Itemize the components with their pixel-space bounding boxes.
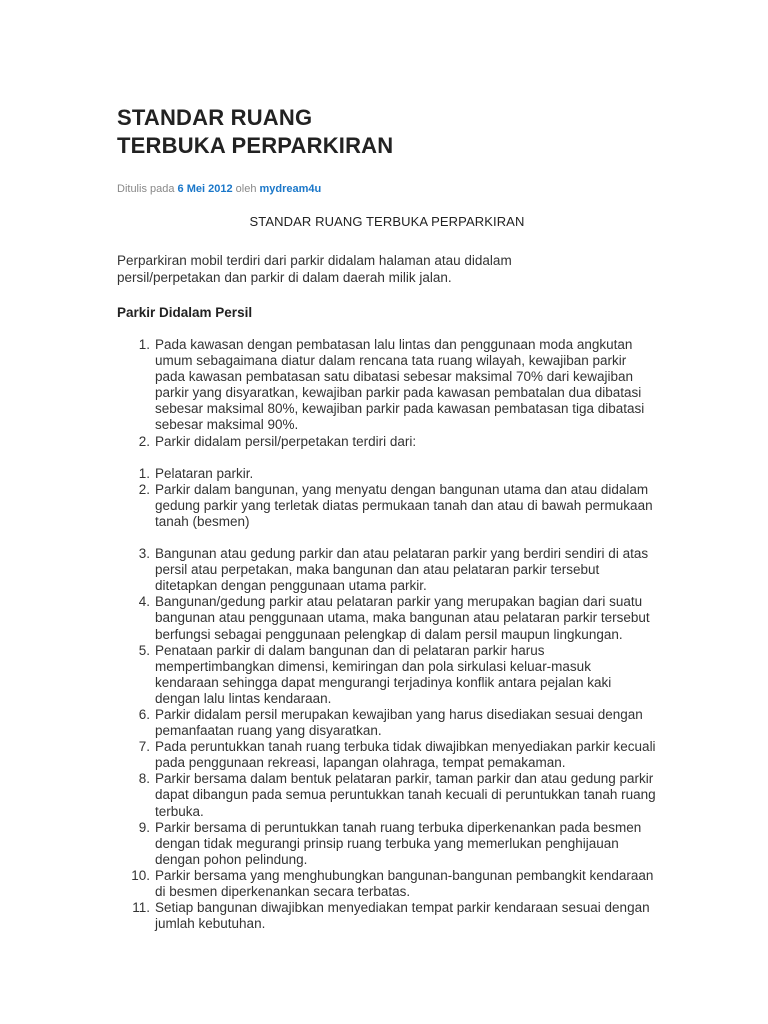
section-heading: Parkir Didalam Persil — [117, 305, 253, 320]
list-item — [117, 771, 657, 819]
list-item-number: 5. — [138, 642, 150, 658]
list-item — [117, 900, 657, 932]
numbered-list-2 — [117, 466, 657, 530]
list-item-number: 8. — [138, 771, 150, 787]
list-item — [117, 643, 657, 707]
list-item-number: 9. — [138, 819, 150, 835]
numbered-list-3 — [117, 546, 657, 932]
list-item-text: Parkir bersama yang menghubungkan bangunan-bangunan pembangkit kendaraan di besmen diperkenankan secara terbatas. — [155, 867, 654, 899]
list-item-text: Bangunan atau gedung parkir dan atau pelataran parkir yang berdiri sendiri di atas persil atau perpetakan, maka bangunan dan atau pelataran parkir tersebut ditetapkan dengan penggunaan utama parkir. — [155, 546, 649, 594]
list-item-text: Parkir bersama di peruntukkan tanah ruang terbuka diperkenankan pada besmen dengan tidak megurangi prinsip ruang terbuka yang memerlukan penghijauan dengan pohon pelindung. — [155, 819, 642, 867]
list-item-number: 6. — [138, 706, 150, 722]
intro-paragraph: Perparkiran mobil terdiri dari parkir didalam halaman atau didalam persil/perpetakan dan parkir di dalam daerah milik jalan. — [117, 253, 512, 285]
list-item — [117, 594, 657, 642]
list-item — [117, 546, 657, 594]
list-item — [117, 337, 657, 434]
list-item-number: 1. — [138, 465, 150, 481]
list-item — [117, 820, 657, 868]
post-meta — [117, 182, 657, 196]
list-item-text: Pelataran parkir. — [155, 465, 254, 481]
list-item-text: Pada peruntukkan tanah ruang terbuka tidak diwajibkan menyediakan parkir kecuali pada penggunaan rekreasi, lapangan olahraga, tempat pemakaman. — [155, 739, 656, 771]
numbered-list-1 — [117, 337, 657, 450]
list-item-number: 4. — [138, 594, 150, 610]
list-item-text: Pada kawasan dengan pembatasan lalu lintas dan penggunaan moda angkutan umum sebagaimana diatur dalam rencana tata ruang wilayah, kewajiban parkir pada kawasan pembatasan satu dibatasi sebesar maksimal 70% dari kewajiban parkir yang disyaratkan, kewajiban parkir pada kawasan pembatalan dua dibatasi sebesar maksimal 80%, kewajiban parkir pada kawasan pembatasan tiga dibatasi sebesar maksimal 90%. — [155, 337, 645, 433]
list-item — [117, 466, 657, 482]
list-item-text: Parkir didalam persil/perpetakan terdiri dari: — [155, 433, 417, 449]
list-item — [117, 739, 657, 771]
list-item-text: Penataan parkir di dalam bangunan dan di pelataran parkir harus mempertimbangkan dimensi, kemiringan dan pola sirkulasi keluar-masuk kendaraan sehingga dapat mengurangi terjadinya konflik antara pejalan kaki dengan lalu lintas kendaraan. — [155, 642, 612, 706]
list-item — [117, 707, 657, 739]
page-title — [117, 104, 657, 160]
list-item — [117, 434, 657, 450]
list-item-text: Parkir didalam persil merupakan kewajiban yang harus disediakan sesuai dengan pemanfaatan ruang yang disyaratkan. — [155, 706, 643, 739]
post-date-link[interactable]: 6 Mei 2012 — [177, 183, 233, 195]
list-item-number: 2. — [138, 433, 150, 449]
title-line-1: STANDAR RUANG — [117, 105, 313, 130]
list-item-number: 11. — [132, 900, 150, 916]
title-line-2: TERBUKA PERPARKIRAN — [117, 133, 394, 158]
list-item — [117, 482, 657, 530]
list-item — [117, 868, 657, 900]
center-heading: STANDAR RUANG TERBUKA PERPARKIRAN — [249, 214, 525, 229]
list-item-text: Bangunan/gedung parkir atau pelataran parkir yang merupakan bagian dari suatu bangunan atau penggunaan utama, maka bangunan atau pelataran parkir tersebut berfungsi sebagai penggunaan pelengkap di dalam persil maupun lingkungan. — [155, 594, 650, 642]
article — [117, 104, 657, 932]
list-item-number: 1. — [138, 337, 150, 352]
list-item-text: Parkir dalam bangunan, yang menyatu dengan bangunan utama dan atau didalam gedung parkir yang terletak diatas permukaan tanah dan atau di bawah permukaan tanah (besmen) — [155, 481, 653, 529]
list-item-number: 2. — [138, 481, 150, 497]
list-item-number: 7. — [138, 739, 150, 755]
list-item-text: Parkir bersama dalam bentuk pelataran parkir, taman parkir dan atau gedung parkir dapat dibangun pada semua peruntukkan tanah kecuali di peruntukkan tanah ruang terbuka. — [155, 771, 656, 819]
list-item-number: 10. — [131, 867, 150, 883]
list-item-text: Setiap bangunan diwajibkan menyediakan tempat parkir kendaraan sesuai dengan jumlah kebutuhan. — [155, 900, 650, 932]
list-item-number: 3. — [138, 546, 150, 562]
author-link[interactable]: mydream4u — [259, 183, 322, 195]
meta-by: oleh — [232, 183, 260, 195]
meta-prefix: Ditulis pada — [117, 183, 178, 195]
